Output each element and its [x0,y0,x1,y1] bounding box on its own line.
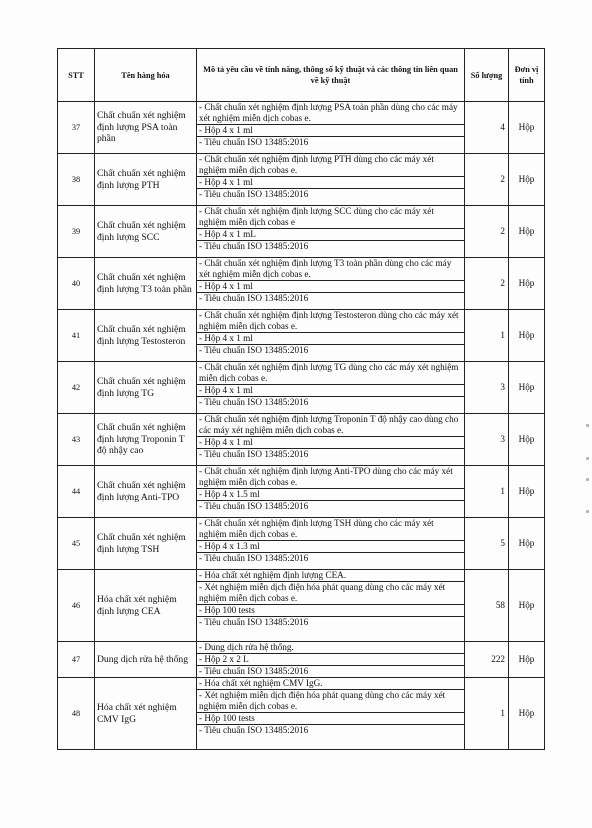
row-unit: Hộp [509,362,545,414]
row-description [197,362,465,414]
description-line: - Hóa chất xét nghiệm CMV IgG. [199,678,323,688]
row-stt: 43 [58,414,95,466]
row-quantity: 2 [465,206,509,258]
row-description [197,206,465,258]
row-stt: 44 [58,466,95,518]
header-name: Tên hàng hóa [95,49,197,102]
description-line: - Tiêu chuẩn ISO 13485:2016 [197,552,464,564]
row-item-name: Chất chuẩn xét nghiệm định lượng PTH [95,154,197,206]
row-item-name: Hóa chất xét nghiệm định lượng CEA [95,570,197,642]
row-unit: Hộp [509,518,545,570]
row-unit: Hộp [509,678,545,750]
row-quantity: 1 [465,310,509,362]
row-quantity: 3 [465,414,509,466]
description-line: - Tiêu chuẩn ISO 13485:2016 [197,136,464,148]
row-unit: Hộp [509,310,545,362]
row-item-name: Chất chuẩn xét nghiệm định lượng Anti-TPO [95,466,197,518]
row-description [197,642,465,678]
description-line: - Tiêu chuẩn ISO 13485:2016 [197,292,464,304]
description-line: - Hộp 4 x 1 ml [197,436,464,448]
header-unit: Đơn vị tính [509,49,545,102]
description-line: - Chất chuẩn xét nghiệm định lượng Troponin T độ nhậy cao dùng cho các máy xét nghiệm miễn dịch cobas e. [199,414,459,435]
description-line: - Hộp 4 x 1 ml [197,332,464,344]
row-item-name: Chất chuẩn xét nghiệm định lượng Testosteron [95,310,197,362]
description-line: - Hộp 4 x 1.5 ml [197,488,464,500]
specification-table [57,48,545,750]
header-description: Mô tả yêu cầu về tính năng, thông số kỹ thuật và các thông tin liên quan về kỹ thuật [197,49,465,102]
row-quantity: 4 [465,102,509,154]
description-line: - Hộp 4 x 1 ml [197,280,464,292]
row-stt: 39 [58,206,95,258]
table-header-row [58,49,545,102]
header-stt: STT [58,49,95,102]
row-stt: 38 [58,154,95,206]
row-description [197,678,465,750]
description-line: - Tiêu chuẩn ISO 13485:2016 [197,448,464,460]
row-quantity: 222 [465,642,509,678]
description-line: - Chất chuẩn xét nghiệm định lượng TG dùng cho các máy xét nghiệm miễn dịch cobas e. [199,362,459,383]
row-stt: 42 [58,362,95,414]
description-line: - Tiêu chuẩn ISO 13485:2016 [197,188,464,200]
description-line: - Hộp 100 tests [197,712,464,724]
row-item-name: Hóa chất xét nghiệm CMV IgG [95,678,197,750]
description-line: - Hộp 4 x 1 ml [197,124,464,136]
row-quantity: 3 [465,362,509,414]
row-quantity: 58 [465,570,509,642]
description-line: - Chất chuẩn xét nghiệm định lượng Testosteron dùng cho các máy xét nghiệm miễn dịch cobas e. [199,310,459,331]
description-line: - Hộp 4 x 1 mL [197,228,464,240]
row-stt: 46 [58,570,95,642]
description-line: - Hộp 4 x 1 ml [197,176,464,188]
table-row [58,362,545,414]
description-line: - Chất chuẩn xét nghiệm định lượng TSH dùng cho các máy xét nghiệm miễn dịch cobas e. [199,518,434,539]
row-item-name: Chất chuẩn xét nghiệm định lượng SCC [95,206,197,258]
row-unit: Hộp [509,414,545,466]
row-description [197,414,465,466]
header-quantity: Số lượng [465,49,509,102]
row-unit: Hộp [509,258,545,310]
description-line: - Chất chuẩn xét nghiệm định lượng PSA toàn phần dùng cho các máy xét nghiệm miễn dịch cobas e. [199,102,458,123]
description-line: - Dung dịch rửa hệ thống. [199,642,294,652]
row-quantity: 2 [465,154,509,206]
row-stt: 40 [58,258,95,310]
row-stt: 41 [58,310,95,362]
description-line: - Chất chuẩn xét nghiệm định lượng Anti-TPO dùng cho các máy xét nghiệm miễn dịch cobas e. [199,466,453,487]
row-description [197,570,465,642]
table-row [58,154,545,206]
row-description [197,466,465,518]
row-quantity: 5 [465,518,509,570]
description-line: - Xét nghiệm miễn dịch điện hóa phát quang dùng cho các máy xét nghiệm miễn dịch cobas e. [197,581,464,604]
description-line: - Hộp 4 x 1.3 ml [197,540,464,552]
description-line: - Xét nghiệm miễn dịch điện hóa phát quang dùng cho các máy xét nghiệm miễn dịch cobas e. [197,689,464,712]
description-line: - Chất chuẩn xét nghiệm định lượng PTH dùng cho các máy xét nghiệm miễn dịch cobas e. [199,154,434,175]
description-line: - Chất chuẩn xét nghiệm định lượng T3 toàn phần dùng cho các máy xét nghiệm miễn dịch cobas e. [199,258,452,279]
row-stt: 37 [58,102,95,154]
scan-marks [582,420,592,520]
table-row [58,678,545,750]
table-row [58,518,545,570]
row-unit: Hộp [509,102,545,154]
table-row [58,414,545,466]
row-quantity: 2 [465,258,509,310]
description-line: - Hộp 2 x 2 L [197,653,464,665]
table-row [58,258,545,310]
row-description [197,154,465,206]
table-row [58,466,545,518]
row-stt: 48 [58,678,95,750]
table-row [58,310,545,362]
row-item-name: Chất chuẩn xét nghiệm định lượng Troponin T độ nhậy cao [95,414,197,466]
description-line: - Tiêu chuẩn ISO 13485:2016 [197,344,464,356]
row-item-name: Dung dịch rửa hệ thống [95,642,197,678]
row-unit: Hộp [509,154,545,206]
description-line: - Hộp 4 x 1 ml [197,384,464,396]
row-unit: Hộp [509,642,545,678]
row-unit: Hộp [509,570,545,642]
description-line: - Tiêu chuẩn ISO 13485:2016 [197,724,464,736]
description-line: - Tiêu chuẩn ISO 13485:2016 [197,500,464,512]
table-row [58,206,545,258]
row-quantity: 1 [465,678,509,750]
table-row [58,102,545,154]
row-unit: Hộp [509,466,545,518]
description-line: - Tiêu chuẩn ISO 13485:2016 [197,396,464,408]
description-line: - Tiêu chuẩn ISO 13485:2016 [197,665,464,677]
row-description [197,310,465,362]
description-line: - Hóa chất xét nghiệm định lượng CEA. [199,570,347,580]
description-line: - Tiêu chuẩn ISO 13485:2016 [197,240,464,252]
row-item-name: Chất chuẩn xét nghiệm định lượng TG [95,362,197,414]
row-stt: 45 [58,518,95,570]
row-item-name: Chất chuẩn xét nghiệm định lượng T3 toàn phần [95,258,197,310]
row-quantity: 1 [465,466,509,518]
description-line: - Hộp 100 tests [197,604,464,616]
row-item-name: Chất chuẩn xét nghiệm định lượng TSH [95,518,197,570]
table-row [58,642,545,678]
description-line: - Chất chuẩn xét nghiệm định lượng SCC dùng cho các máy xét nghiệm miễn dịch cobas e [199,206,434,227]
row-description [197,518,465,570]
table-row [58,570,545,642]
row-description [197,258,465,310]
row-item-name: Chất chuẩn xét nghiệm định lượng PSA toàn phần [95,102,197,154]
row-description [197,102,465,154]
row-stt: 47 [58,642,95,678]
row-unit: Hộp [509,206,545,258]
description-line: - Tiêu chuẩn ISO 13485:2016 [197,616,464,628]
